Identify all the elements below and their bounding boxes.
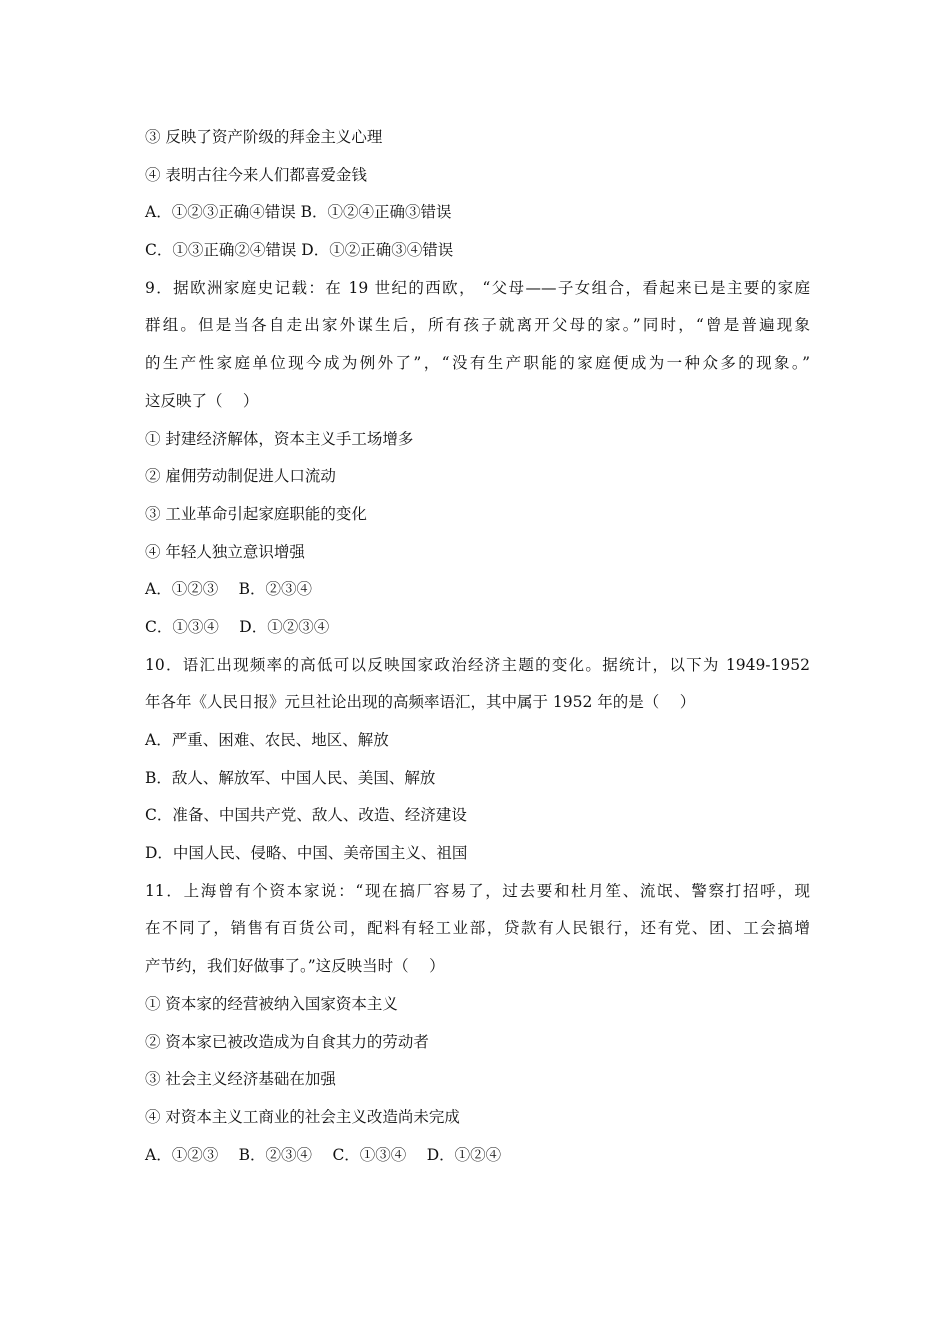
q11-stem-line-2: 在不同了，销售有百货公司，配料有轻工业部，贷款有人民银行，还有党、团、工会搞增 <box>145 919 810 938</box>
q10-option-a: A．严重、困难、农民、地区、解放 <box>145 731 389 749</box>
q9-stem-line-2: 群组。但是当各自走出家外谋生后，所有孩子就离开父母的家。”同时，“曾是普遍现象 <box>145 316 810 335</box>
q11-stem-line-1: 11．上海曾有个资本家说：“现在搞厂容易了，过去要和杜月笙、流氓、警察打招呼，现 <box>145 881 810 900</box>
q11-option-1: ① 资本家的经营被纳入国家资本主义 <box>145 994 398 1013</box>
q8-option-4: ④ 表明古往今来人们都喜爱金钱 <box>145 165 367 184</box>
q10-stem-line-2: 年各年《人民日报》元旦社论出现的高频率语汇，其中属于 1952 年的是（ ） <box>145 693 696 712</box>
q9-option-1: ① 封建经济解体，资本主义手工场增多 <box>145 429 414 448</box>
q8-choice-ab: A．①②③正确④错误 B．①②④正确③错误 <box>145 203 452 222</box>
document-body <box>145 123 810 1178</box>
q11-option-4: ④ 对资本主义工商业的社会主义改造尚未完成 <box>145 1107 460 1126</box>
q8-choice-cd: C．①③正确②④错误 D．①②正确③④错误 <box>145 241 454 260</box>
q10-option-b: B．敌人、解放军、中国人民、美国、解放 <box>145 768 436 787</box>
q9-option-2: ② 雇佣劳动制促进人口流动 <box>145 467 336 486</box>
q9-choice-ab: A．①②③ B．②③④ <box>145 580 313 599</box>
q11-stem <box>145 877 810 990</box>
q11-choices: A．①②③ B．②③④ C．①③④ D．①②④ <box>145 1145 502 1164</box>
q10-option-d: D．中国人民、侵略、中国、美帝国主义、祖国 <box>145 844 468 863</box>
q9-stem-line-4: 这反映了（ ） <box>145 391 259 410</box>
q11-stem-line-3: 产节约，我们好做事了。”这反映当时（ ） <box>145 957 445 976</box>
q9-choice-cd: C．①③④ D．①②③④ <box>145 617 330 636</box>
q10-option-c: C．准备、中国共产党、敌人、改造、经济建设 <box>145 806 467 825</box>
q9-option-3: ③ 工业革命引起家庭职能的变化 <box>145 504 367 523</box>
q9-option-4: ④ 年轻人独立意识增强 <box>145 542 305 561</box>
q8-option-3: ③ 反映了资产阶级的拜金主义心理 <box>145 128 383 146</box>
q11-option-2: ② 资本家已被改造成为自食其力的劳动者 <box>145 1032 429 1051</box>
q10-stem <box>145 651 810 726</box>
q9-stem <box>145 274 810 425</box>
q10-stem-line-1: 10．语汇出现频率的高低可以反映国家政治经济主题的变化。据统计，以下为 1949-1952 <box>145 655 810 674</box>
q11-option-3: ③ 社会主义经济基础在加强 <box>145 1070 336 1089</box>
q9-stem-line-3: 的生产性家庭单位现今成为例外了”，“没有生产职能的家庭便成为一种众多的现象。” <box>145 354 810 373</box>
q9-stem-line-1: 9．据欧洲家庭史记载：在 19 世纪的西欧， “父母——子女组合，看起来已是主要的家庭 <box>145 278 810 297</box>
